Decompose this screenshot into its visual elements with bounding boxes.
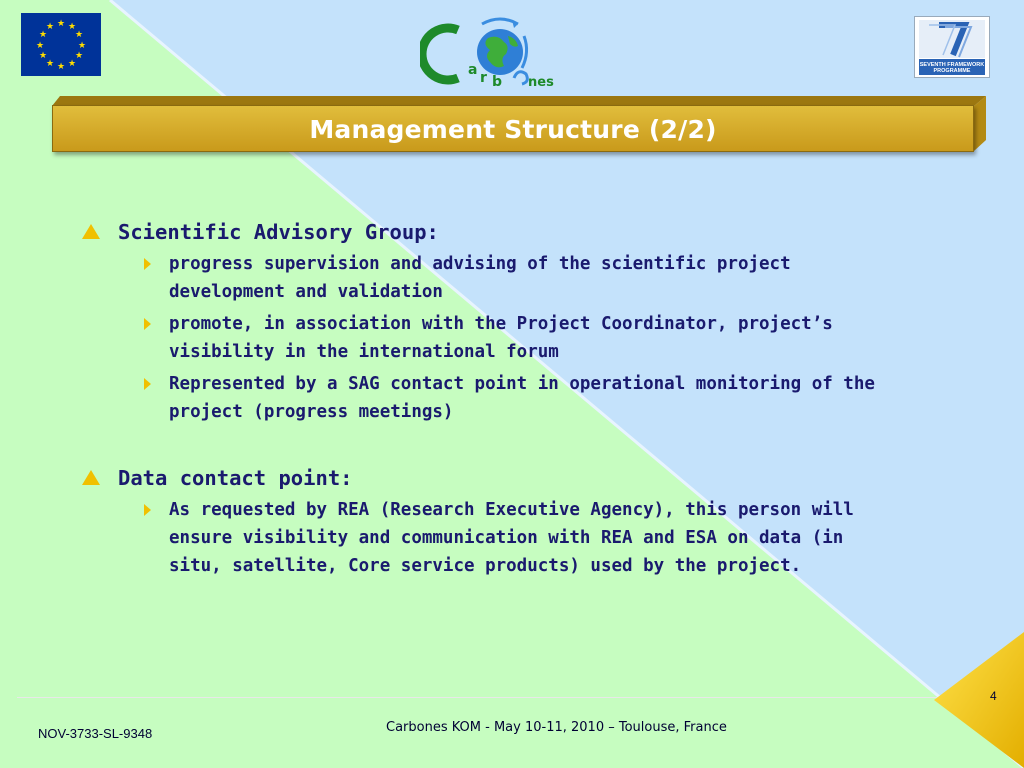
svg-text:r: r (480, 70, 487, 86)
list-item-text: As requested by REA (Research Executive Agency), this person will ensure visibility and communication with REA and ESA on data (in situ, satellite, Core service products) used by the project. (169, 500, 854, 576)
svg-text:b: b (492, 74, 503, 90)
svg-text:★: ★ (56, 62, 66, 72)
svg-text:a: a (468, 62, 478, 78)
svg-text:★: ★ (45, 59, 55, 69)
document-id: NOV-3733-SL-9348 (38, 726, 153, 741)
section-heading (80, 218, 980, 246)
section-heading-text: Data contact point: (118, 466, 353, 490)
list-item-text: promote, in association with the Project Coordinator, project’s visibility in the international forum (169, 314, 833, 362)
svg-text:★: ★ (74, 51, 84, 61)
section-spacer (80, 430, 980, 464)
page-number: 4 (990, 689, 997, 703)
title-bar (52, 105, 974, 152)
eu-flag-icon (21, 13, 101, 76)
section-heading-text: Scientific Advisory Group: (118, 220, 439, 244)
slide-title: Management Structure (2/2) (309, 115, 717, 144)
svg-text:★: ★ (35, 41, 45, 51)
list-item (80, 496, 889, 580)
list-item-text: Represented by a SAG contact point in operational monitoring of the project (progress meetings) (169, 374, 875, 422)
list-item (80, 250, 889, 306)
arrow-bullet-icon (144, 504, 151, 516)
list-item-text: progress supervision and advising of the scientific project development and validation (169, 254, 791, 302)
arrow-bullet-icon (144, 258, 151, 270)
svg-text:★: ★ (74, 30, 84, 40)
svg-text:★: ★ (38, 30, 48, 40)
fp7-caption-line2: PROGRAMME (933, 68, 971, 74)
list-item (80, 310, 889, 366)
list-item (80, 370, 889, 426)
carbones-logo-icon (420, 12, 570, 92)
fp7-logo-icon (914, 16, 990, 78)
svg-text:★: ★ (45, 22, 55, 32)
svg-text:★: ★ (77, 41, 87, 51)
slide-content (80, 218, 980, 584)
footer-event: Carbones KOM - May 10-11, 2010 – Toulouse, France (386, 720, 727, 735)
arrow-bullet-icon (144, 318, 151, 330)
svg-text:★: ★ (56, 19, 66, 29)
fp7-caption (915, 62, 989, 74)
svg-text:★: ★ (67, 22, 77, 32)
svg-text:nes: nes (528, 75, 554, 90)
footer-divider (17, 697, 937, 698)
svg-text:★: ★ (38, 51, 48, 61)
triangle-bullet-icon (82, 470, 100, 485)
fp7-caption-line1: SEVENTH FRAMEWORK (919, 62, 985, 68)
svg-text:★: ★ (67, 59, 77, 69)
arrow-bullet-icon (144, 378, 151, 390)
triangle-bullet-icon (82, 224, 100, 239)
section-heading (80, 464, 980, 492)
